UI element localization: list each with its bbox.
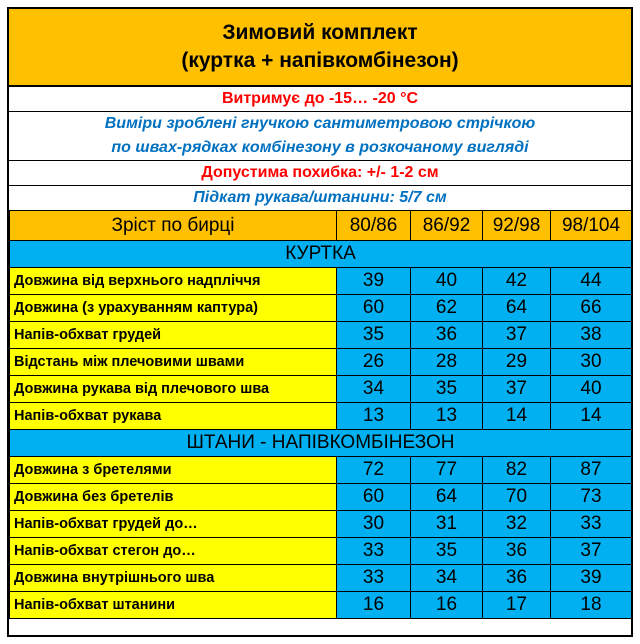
measurement-label: Напів-обхват стегон до… xyxy=(10,538,337,565)
measurement-value: 66 xyxy=(551,295,632,322)
measurement-value: 73 xyxy=(551,484,632,511)
measurement-value: 40 xyxy=(551,376,632,403)
size-header: 98/104 xyxy=(551,211,632,241)
tolerance-note: Допустима похибка: +/- 1-2 см xyxy=(9,161,631,186)
measurement-label: Довжина без бретелів xyxy=(10,484,337,511)
measurement-value: 35 xyxy=(411,538,483,565)
measurement-label: Довжина (з урахуванням каптура) xyxy=(10,295,337,322)
measurement-value: 32 xyxy=(483,511,551,538)
table-row xyxy=(10,457,632,484)
measurement-value: 87 xyxy=(551,457,632,484)
pants-title: ШТАНИ - НАПІВКОМБІНЕЗОН xyxy=(10,430,632,457)
size-header: 86/92 xyxy=(411,211,483,241)
measurement-value: 62 xyxy=(411,295,483,322)
size-chart xyxy=(7,7,633,637)
size-header: 92/98 xyxy=(483,211,551,241)
measurement-value: 82 xyxy=(483,457,551,484)
pants-section-header xyxy=(10,430,632,457)
measurement-value: 34 xyxy=(337,376,411,403)
title-block xyxy=(9,9,631,87)
measurement-value: 16 xyxy=(337,592,411,619)
measurement-value: 17 xyxy=(483,592,551,619)
measurement-value: 70 xyxy=(483,484,551,511)
jacket-section-header xyxy=(10,241,632,268)
measurement-value: 26 xyxy=(337,349,411,376)
measurement-value: 36 xyxy=(411,322,483,349)
measurement-value: 64 xyxy=(411,484,483,511)
measurement-value: 33 xyxy=(337,538,411,565)
measurement-value: 37 xyxy=(551,538,632,565)
measurement-value: 35 xyxy=(411,376,483,403)
measurement-value: 36 xyxy=(483,538,551,565)
measurement-value: 30 xyxy=(337,511,411,538)
measurement-value: 13 xyxy=(337,403,411,430)
measurement-value: 31 xyxy=(411,511,483,538)
table-row xyxy=(10,349,632,376)
table-row xyxy=(10,376,632,403)
title-line-1: Зимовий комплект xyxy=(222,21,418,44)
table-row xyxy=(10,322,632,349)
measurement-value: 60 xyxy=(337,295,411,322)
title-line-2: (куртка + напівкомбінезон) xyxy=(181,49,459,72)
measurement-value: 33 xyxy=(337,565,411,592)
measurement-value: 29 xyxy=(483,349,551,376)
table-row xyxy=(10,403,632,430)
measurement-value: 18 xyxy=(551,592,632,619)
measurement-value: 33 xyxy=(551,511,632,538)
jacket-title: КУРТКА xyxy=(10,241,632,268)
measurement-label: Відстань між плечовими швами xyxy=(10,349,337,376)
measurement-value: 14 xyxy=(551,403,632,430)
temperature-note: Витримує до -15… -20 °C xyxy=(9,87,631,112)
measurement-value: 13 xyxy=(411,403,483,430)
measurement-label: Довжина від верхнього надпліччя xyxy=(10,268,337,295)
measurement-value: 37 xyxy=(483,376,551,403)
header-row xyxy=(10,211,632,241)
measurement-value: 72 xyxy=(337,457,411,484)
table-row xyxy=(10,565,632,592)
measurement-value: 40 xyxy=(411,268,483,295)
measurement-value: 44 xyxy=(551,268,632,295)
header-label: Зріст по бирці xyxy=(10,211,337,241)
cuff-note: Підкат рукава/штанини: 5/7 см xyxy=(193,189,447,206)
measurement-value: 16 xyxy=(411,592,483,619)
measurement-label: Напів-обхват грудей до… xyxy=(10,511,337,538)
measure-note-line-2: по швах-рядках комбінезону в розкочаному вигляді xyxy=(9,136,631,161)
measurement-value: 38 xyxy=(551,322,632,349)
measurement-label: Довжина внутрішнього шва xyxy=(10,565,337,592)
measurement-value: 30 xyxy=(551,349,632,376)
measurement-value: 39 xyxy=(337,268,411,295)
measure-note-line-1: Виміри зроблені гнучкою сантиметровою стрічкою xyxy=(104,115,536,132)
measurement-value: 39 xyxy=(551,565,632,592)
measurement-value: 77 xyxy=(411,457,483,484)
measurement-label: Напів-обхват грудей xyxy=(10,322,337,349)
table-row xyxy=(10,592,632,619)
table-row xyxy=(10,268,632,295)
measurement-value: 37 xyxy=(483,322,551,349)
measurement-label: Довжина рукава від плечового шва xyxy=(10,376,337,403)
measurement-value: 60 xyxy=(337,484,411,511)
table-row xyxy=(10,538,632,565)
table-row xyxy=(10,295,632,322)
measurement-value: 14 xyxy=(483,403,551,430)
measurement-value: 36 xyxy=(483,565,551,592)
measurement-value: 42 xyxy=(483,268,551,295)
measurement-value: 28 xyxy=(411,349,483,376)
measurement-label: Довжина з бретелями xyxy=(10,457,337,484)
measurement-value: 34 xyxy=(411,565,483,592)
measurement-label: Напів-обхват рукава xyxy=(10,403,337,430)
measurement-label: Напів-обхват штанини xyxy=(10,592,337,619)
measurement-value: 64 xyxy=(483,295,551,322)
measurement-value: 35 xyxy=(337,322,411,349)
table-row xyxy=(10,484,632,511)
size-header: 80/86 xyxy=(337,211,411,241)
table-row xyxy=(10,511,632,538)
size-table xyxy=(9,210,632,619)
